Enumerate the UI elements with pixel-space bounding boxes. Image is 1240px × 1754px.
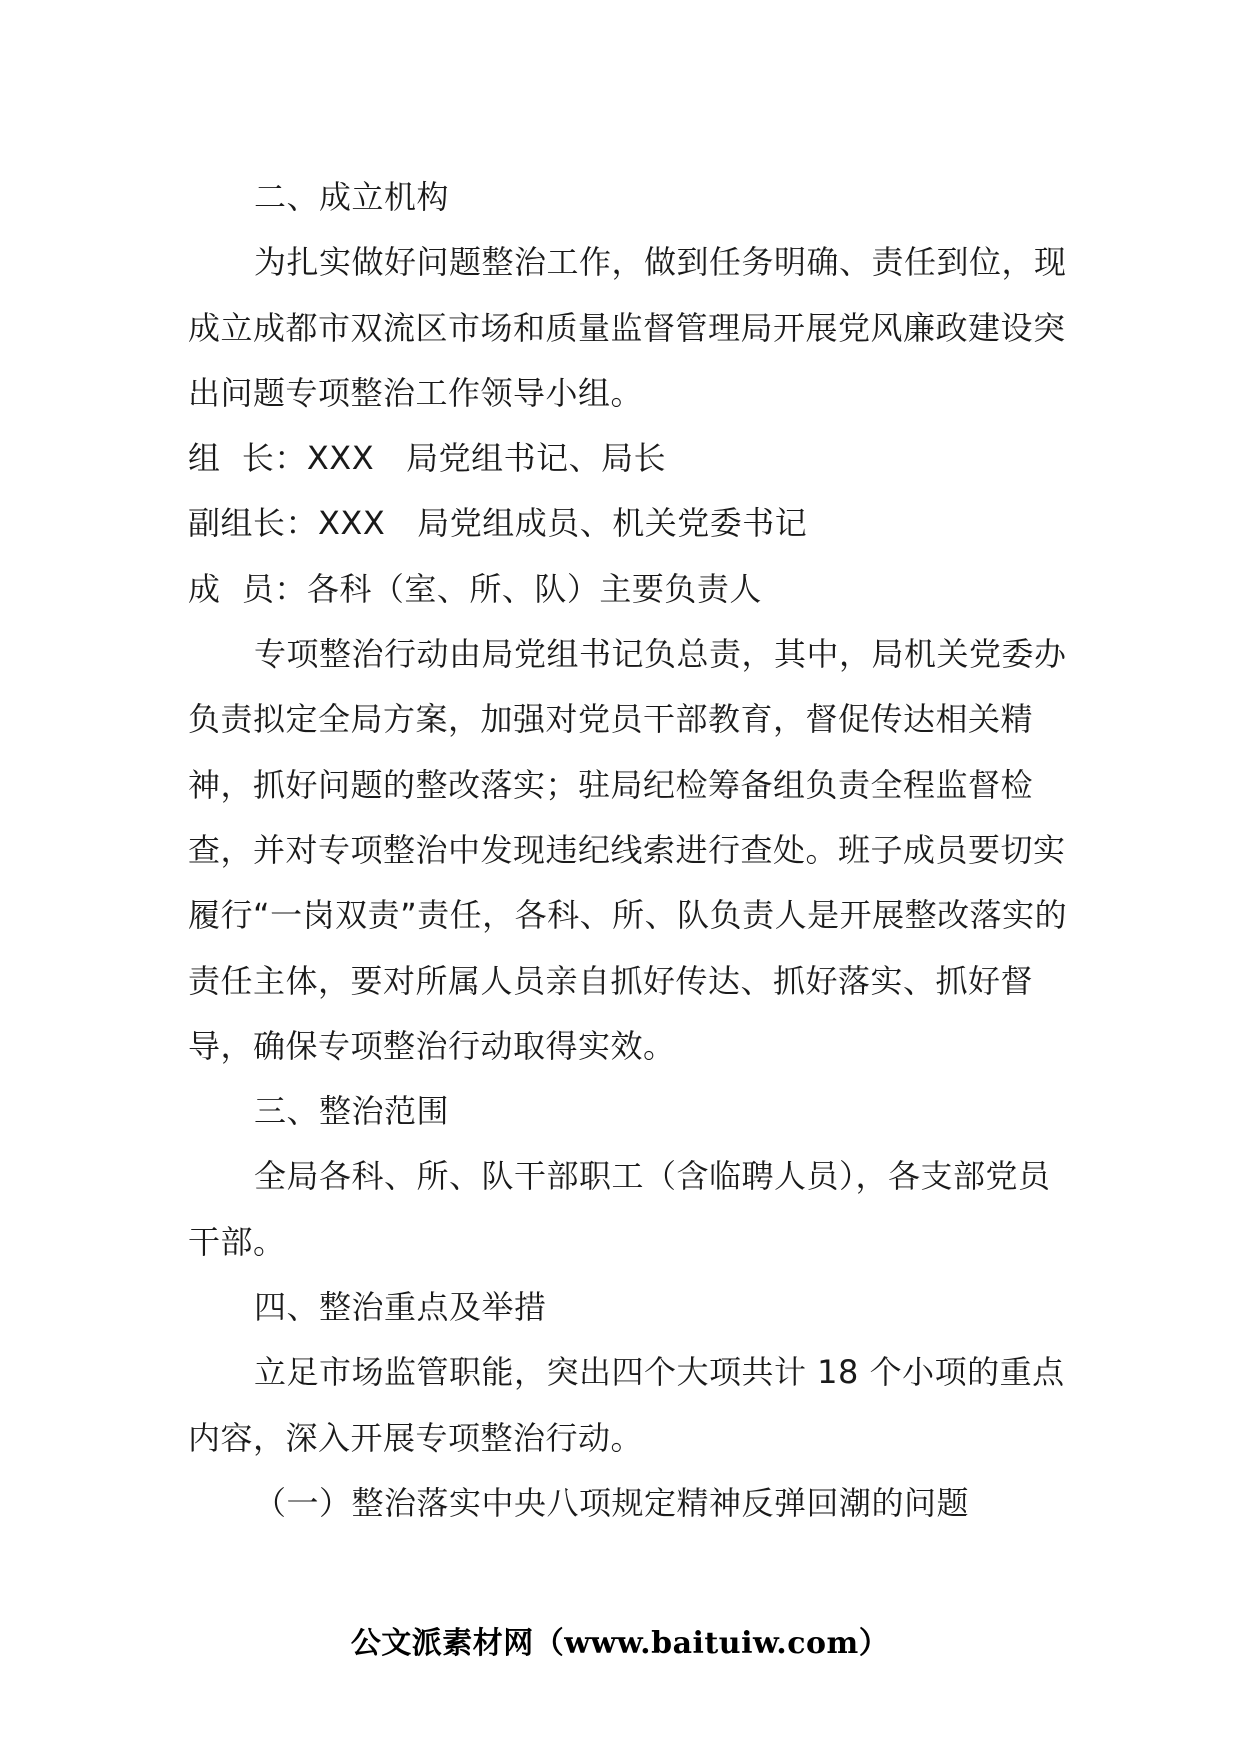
document-body	[188, 165, 1068, 1536]
roster-deputy-leader: 副组长：XXX 局党组成员、机关党委书记	[188, 504, 808, 543]
roster-leader: 组 长：XXX 局党组书记、局长	[188, 439, 667, 478]
section-heading: 四、整治重点及举措	[254, 1288, 547, 1327]
paragraph: 专项整治行动由局党组书记负总责，其中，局机关党委办负责拟定全局方案，加强对党员干部教育，督促传达相关精神，抓好问题的整改落实；驻局纪检筹备组负责全程监督检查，并对专项整治中发现违纪线索进行查处。班子成员要切实履行“一岗双责”责任，各科、所、队负责人是开展整改落实的责任主体，要对所属人员亲自抓好传达、抓好落实、抓好督导，确保专项整治行动取得实效。	[188, 635, 1068, 1065]
roster-members: 成 员：各科（室、所、队）主要负责人	[188, 569, 762, 608]
subsection-heading: （一）整治落实中央八项规定精神反弹回潮的问题	[254, 1483, 970, 1522]
paragraph: 立足市场监管职能，突出四个大项共计 18 个小项的重点内容，深入开展专项整治行动。	[188, 1353, 1065, 1457]
section-heading: 三、整治范围	[254, 1092, 450, 1131]
paragraph: 为扎实做好问题整治工作，做到任务明确、责任到位，现成立成都市双流区市场和质量监督管理局开展党风廉政建设突出问题专项整治工作领导小组。	[188, 243, 1067, 412]
paragraph: 全局各科、所、队干部职工（含临聘人员），各支部党员干部。	[188, 1157, 1051, 1261]
section-heading: 二、成立机构	[254, 178, 450, 216]
footer-watermark: 公文派素材网（www.baituiw.com）	[350, 1626, 890, 1661]
